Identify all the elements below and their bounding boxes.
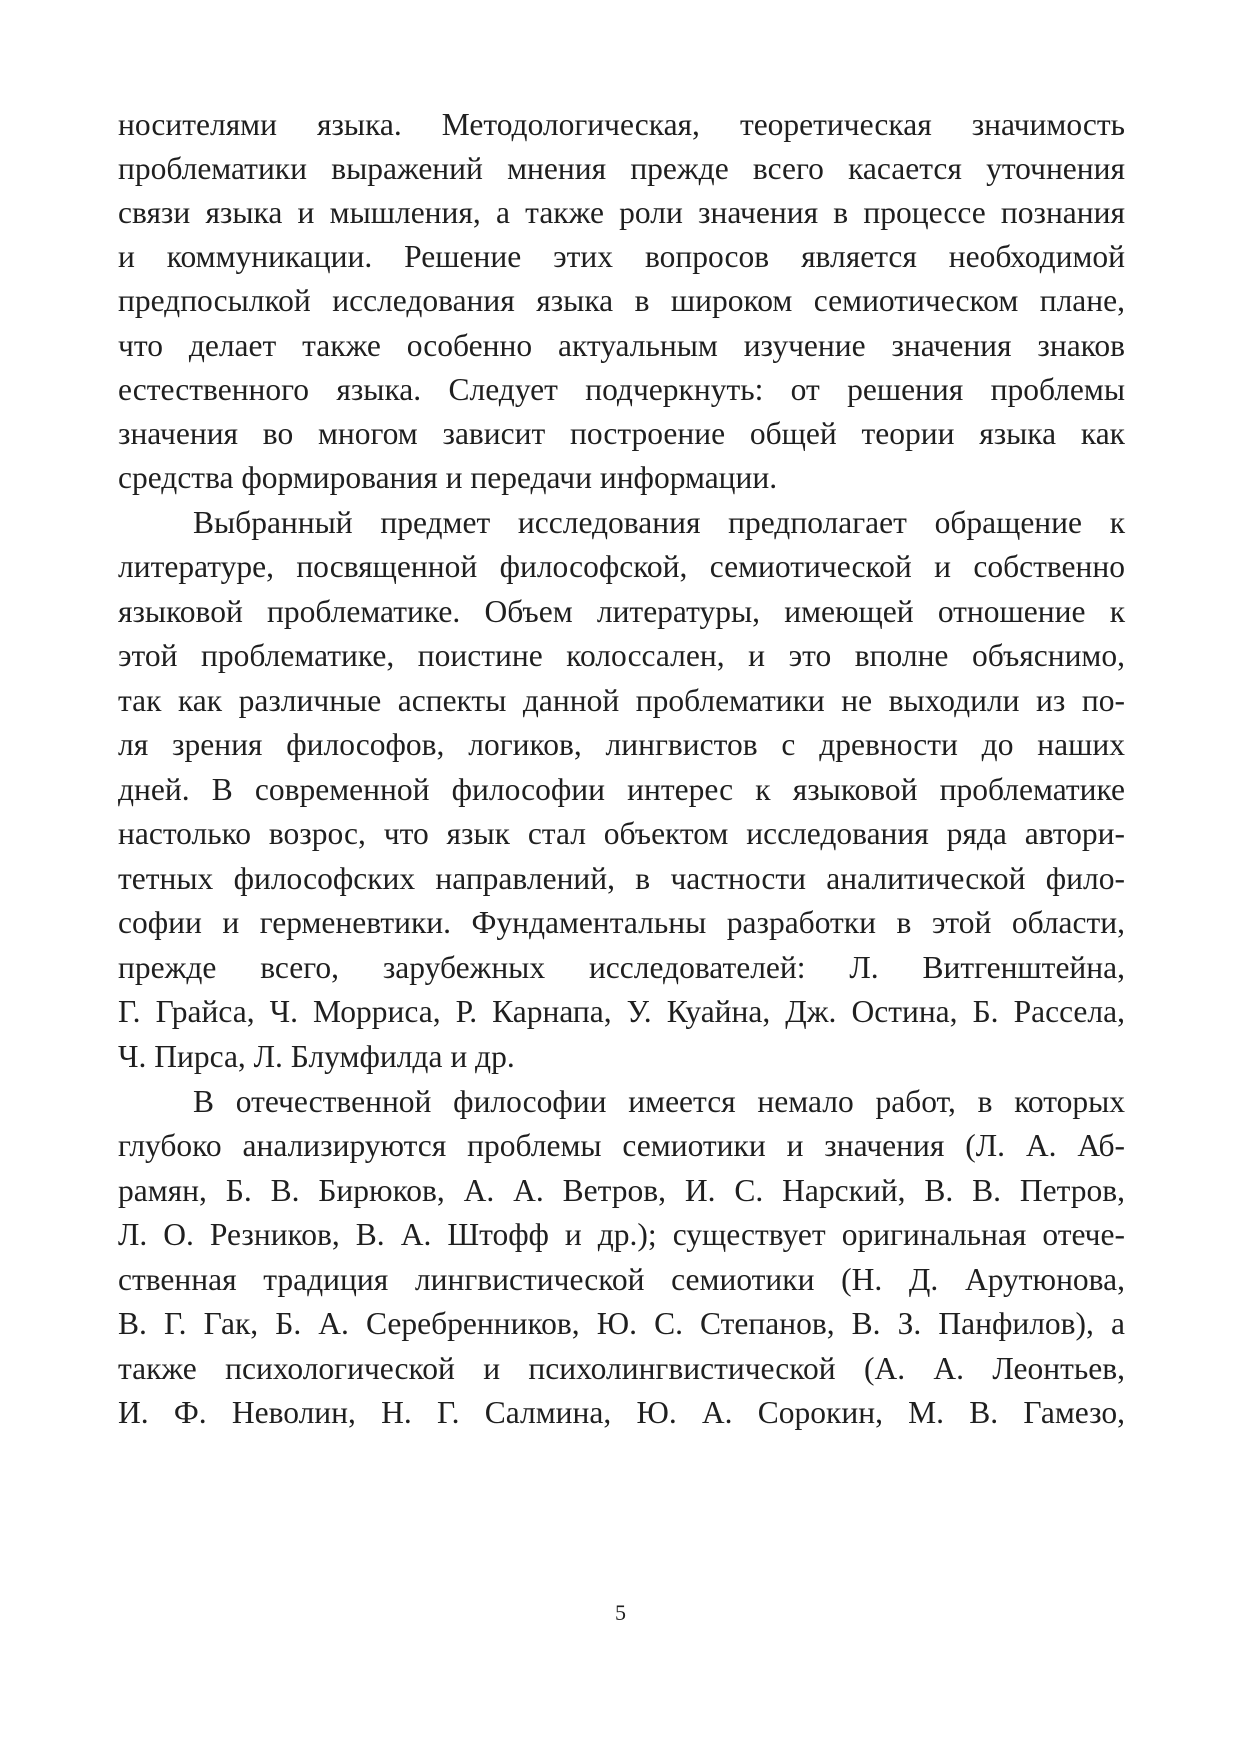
text-line: что делает также особенно актуальным изучение значения знаков [118, 328, 1125, 363]
text-line: также психологической и психолингвистической (А. А. Леонтьев, [118, 1351, 1125, 1386]
text-line: этой проблематике, поистине колоссален, и это вполне объяснимо, [118, 638, 1125, 673]
text-line: рамян, Б. В. Бирюков, А. А. Ветров, И. С. Нарский, В. В. Петров, [118, 1173, 1125, 1208]
text-line: литературе, посвященной философской, семиотической и собственно [118, 549, 1125, 584]
page-number: 5 [615, 1600, 626, 1625]
text-line: софии и герменевтики. Фундаментальны разработки в этой области, [118, 905, 1125, 940]
text-line: В. Г. Гак, Б. А. Серебренников, Ю. С. Степанов, В. З. Панфилов), а [118, 1306, 1125, 1341]
text-line: значения во многом зависит построение общей теории языка как [118, 416, 1125, 451]
text-line: Л. О. Резников, В. А. Штофф и др.); существует оригинальная отече- [118, 1217, 1125, 1252]
text-line: проблематики выражений мнения прежде всего касается уточнения [118, 151, 1125, 186]
text-line: тетных философских направлений, в частности аналитической фило- [118, 861, 1125, 896]
paragraph-first-line: В отечественной философии имеется немало работ, в которых [193, 1084, 1125, 1119]
text-line: и коммуникации. Решение этих вопросов является необходимой [118, 239, 1125, 274]
text-line: Ч. Пирса, Л. Блумфилда и др. [118, 1039, 515, 1074]
text-line: прежде всего, зарубежных исследователей: Л. Витгенштейна, [118, 950, 1125, 985]
text-line: так как различные аспекты данной проблематики не выходили из по- [118, 683, 1125, 718]
text-line: И. Ф. Неволин, Н. Г. Салмина, Ю. А. Сорокин, М. В. Гамезо, [118, 1395, 1125, 1430]
text-line: предпосылкой исследования языка в широком семиотическом плане, [118, 283, 1125, 318]
text-line: дней. В современной философии интерес к языковой проблематике [118, 772, 1125, 807]
text-line: носителями языка. Методологическая, теоретическая значимость [118, 107, 1125, 142]
text-line: настолько возрос, что язык стал объектом исследования ряда автори- [118, 816, 1125, 851]
text-line: средства формирования и передачи информации. [118, 460, 778, 495]
text-line: ля зрения философов, логиков, лингвистов с древности до наших [118, 727, 1125, 762]
text-line: Г. Грайса, Ч. Морриса, Р. Карнапа, У. Куайна, Дж. Остина, Б. Рассела, [118, 994, 1125, 1029]
text-line: языковой проблематике. Объем литературы, имеющей отношение к [118, 594, 1125, 629]
text-line: естественного языка. Следует подчеркнуть: от решения проблемы [118, 372, 1125, 407]
text-line: глубоко анализируются проблемы семиотики и значения (Л. А. Аб- [118, 1128, 1125, 1163]
text-line: связи языка и мышления, а также роли значения в процессе познания [118, 195, 1125, 230]
text-line: ственная традиция лингвистической семиотики (Н. Д. Арутюнова, [118, 1262, 1125, 1297]
paragraph-first-line: Выбранный предмет исследования предполагает обращение к [193, 505, 1125, 540]
